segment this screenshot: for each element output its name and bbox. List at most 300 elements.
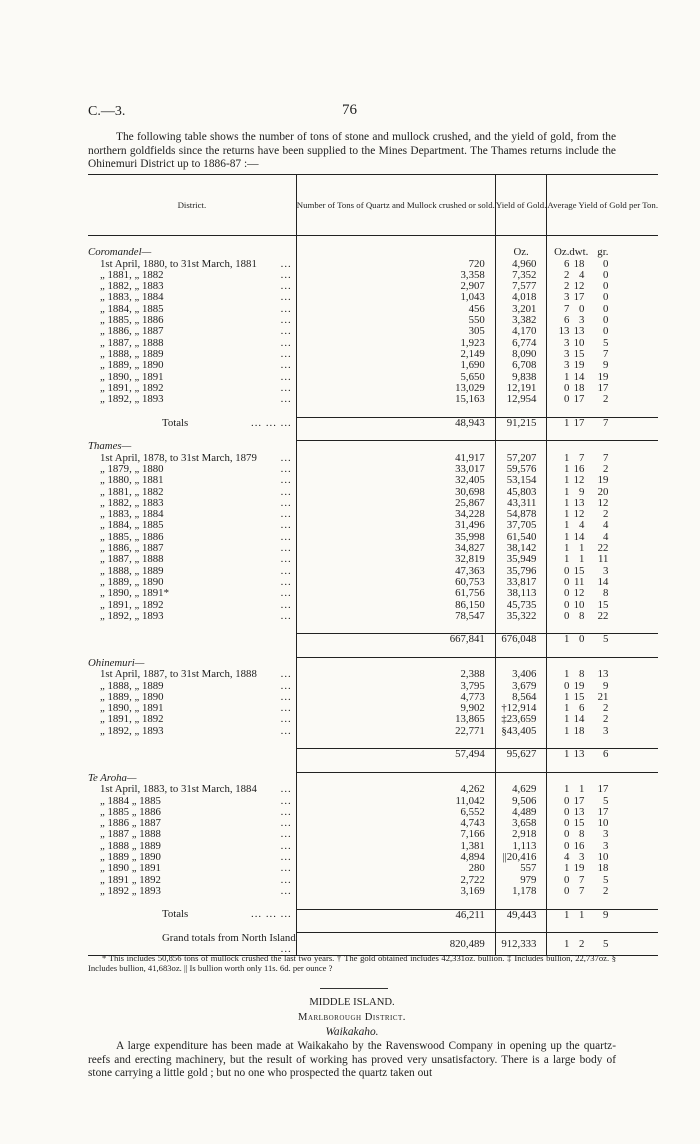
leader-dots: ... ... ... [251, 908, 292, 921]
spacer-cell [495, 622, 547, 634]
period-text: „ 1888 „ 1889 [100, 839, 161, 852]
tons-cell: 1,690 [296, 360, 495, 371]
table-row [88, 394, 658, 405]
yield-cell: 2,918 [495, 829, 547, 840]
leader-dots: ... ... ... [251, 416, 292, 429]
yield-cell: 1,178 [495, 886, 547, 897]
total-label-cell [88, 417, 296, 429]
avg-gr: 10 [597, 817, 609, 830]
page-code: C.—3. [88, 104, 126, 119]
leader-dots: ... [280, 553, 292, 566]
spacer-row [88, 761, 658, 773]
spacer-cell [88, 897, 296, 909]
avg-gr: 12 [597, 496, 609, 509]
avg-gr: 7 [603, 347, 609, 360]
avg-gr: 0 [603, 314, 609, 327]
avg-dwt: 12 [573, 474, 585, 487]
yield-cell: 59,576 [495, 464, 547, 475]
avg-gr: 14 [597, 575, 609, 588]
avg-dwt: 12 [573, 280, 585, 293]
avg-oz: 7 [564, 302, 570, 315]
leader-dots: ... [280, 485, 292, 498]
table-row [88, 600, 658, 611]
table-row [88, 554, 658, 565]
avg-gr: 7 [603, 451, 609, 464]
avg-dwt: 0 [579, 633, 585, 646]
spacer-cell [547, 405, 658, 417]
period-text: „ 1890, „ 1891 [100, 370, 164, 383]
period-text: 1st April, 1887, to 31st March, 1888 [100, 668, 257, 681]
spacer-row [88, 897, 658, 909]
leader-dots: ... [280, 280, 292, 293]
avg-dwt: 7 [579, 451, 585, 464]
period-text: „ 1882, „ 1883 [100, 496, 164, 509]
avg-gr: 21 [597, 690, 609, 703]
avg-gr: 0 [603, 280, 609, 293]
table-row [88, 875, 658, 886]
avg-dwt: 13 [573, 325, 585, 338]
tons-cell: 25,867 [296, 498, 495, 509]
avg-gr: 0 [603, 325, 609, 338]
table-row [88, 807, 658, 818]
gold-yield-table [88, 174, 658, 956]
period-text: „ 1884 „ 1885 [100, 794, 161, 807]
period-text: „ 1883, „ 1884 [100, 291, 164, 304]
period-text: „ 1891 „ 1892 [100, 873, 161, 886]
tons-cell: 9,902 [296, 703, 495, 714]
leader-dots: ... [280, 598, 292, 611]
yield-cell: 4,629 [495, 784, 547, 795]
tons-cell: 41,917 [296, 453, 495, 464]
leader-dots: ... [280, 381, 292, 394]
period-text: „ 1889 „ 1890 [100, 851, 161, 864]
period-text: „ 1888, „ 1889 [100, 564, 164, 577]
tons-cell: 550 [296, 315, 495, 326]
table-row [88, 338, 658, 349]
table-row [88, 292, 658, 303]
yield-cell: 8,564 [495, 692, 547, 703]
table-row [88, 372, 658, 383]
table-header-row [88, 175, 658, 236]
avg-oz: 1 [564, 451, 570, 464]
avg-gr: 8 [603, 587, 609, 600]
tons-cell: 2,907 [296, 281, 495, 292]
units-oz [495, 441, 547, 453]
avg-dwt: 8 [579, 609, 585, 622]
avg-gr: 17 [597, 783, 609, 796]
spacer-cell [88, 622, 296, 634]
avg-gr: 19 [597, 474, 609, 487]
spacer-row [88, 429, 658, 441]
tons-cell: 32,405 [296, 475, 495, 486]
total-label: Totals [162, 416, 189, 429]
avg-oz: 1 [564, 908, 570, 921]
yield-cell: 35,322 [495, 611, 547, 622]
period-text: „ 1885 „ 1886 [100, 805, 161, 818]
avg-dwt: 17 [573, 393, 585, 406]
avg-oz: 1 [564, 633, 570, 646]
table-row [88, 796, 658, 807]
leader-dots: ... [280, 873, 292, 886]
section-heading-row [88, 441, 658, 453]
period-text: „ 1892 „ 1893 [100, 884, 161, 897]
avg-oz: 0 [564, 817, 570, 830]
avg-gr: 6 [603, 748, 609, 761]
avg-oz: 0 [564, 381, 570, 394]
spacer-cell [495, 761, 547, 773]
avg-oz: 0 [564, 564, 570, 577]
yield-cell: 3,201 [495, 304, 547, 315]
table-row [88, 692, 658, 703]
tons-cell: 3,358 [296, 270, 495, 281]
average-cell [547, 669, 658, 680]
avg-dwt: 1 [579, 908, 585, 921]
avg-oz: 1 [564, 668, 570, 681]
table-row [88, 383, 658, 394]
section-name: Thames— [88, 440, 132, 453]
period-text: „ 1885, „ 1886 [100, 314, 164, 327]
yield-cell: 35,949 [495, 554, 547, 565]
period-text: „ 1883, „ 1884 [100, 508, 164, 521]
tons-cell: 13,865 [296, 714, 495, 725]
tons-cell: 32,819 [296, 554, 495, 565]
total-yield: 91,215 [495, 417, 547, 429]
avg-dwt: 18 [573, 381, 585, 394]
table-row [88, 681, 658, 692]
avg-dwt: 8 [579, 828, 585, 841]
avg-gr: 10 [597, 851, 609, 864]
leader-dots: ... [280, 370, 292, 383]
spacer-cell [495, 897, 547, 909]
period-text: „ 1888, „ 1889 [100, 347, 164, 360]
average-cell [547, 726, 658, 737]
avg-oz: 1 [564, 690, 570, 703]
leader-dots: ... [280, 462, 292, 475]
leader-dots: ... [280, 336, 292, 349]
avg-dwt: 16 [573, 839, 585, 852]
leader-dots: ... [280, 884, 292, 897]
spacer-row [88, 646, 658, 658]
units-oz: Oz. [495, 247, 547, 258]
units-cell [296, 441, 495, 453]
avg-gr: 17 [597, 805, 609, 818]
yield-cell: ‡23,659 [495, 714, 547, 725]
tons-cell: 78,547 [296, 611, 495, 622]
leader-dots: ... [280, 508, 292, 521]
period-cell [88, 784, 296, 795]
yield-cell: 3,406 [495, 669, 547, 680]
yield-cell: 45,735 [495, 600, 547, 611]
avg-gr: 15 [597, 598, 609, 611]
avg-oz: 1 [564, 937, 570, 950]
avg-dwt: 18 [573, 257, 585, 270]
period-text: „ 1888, „ 1889 [100, 679, 164, 692]
spacer-cell [88, 737, 296, 749]
avg-gr: 5 [603, 336, 609, 349]
yield-cell: 43,311 [495, 498, 547, 509]
period-text: „ 1884, „ 1885 [100, 302, 164, 315]
tons-cell: 3,169 [296, 886, 495, 897]
tons-cell: 61,756 [296, 588, 495, 599]
yield-cell: 9,838 [495, 372, 547, 383]
avg-oz: 1 [564, 474, 570, 487]
footnotes [88, 953, 616, 974]
spacer-cell [88, 405, 296, 417]
leader-dots: ... [280, 817, 292, 830]
total-label-cell [88, 749, 296, 761]
yield-cell: 53,154 [495, 475, 547, 486]
yield-cell: 54,878 [495, 509, 547, 520]
tons-cell: 4,262 [296, 784, 495, 795]
avg-dwt: 19 [573, 679, 585, 692]
avg-dwt: 2 [579, 937, 585, 950]
footnote-text: * This includes 50,856 tons of mullock crushed the last two years. † The gold obtained includes 42,331oz. bullion. ‡ Includes bullion, 22,737oz. § Includes bullion, 41,683oz. || Is bullion worth only 11s. 6d. per ounce ? [88, 953, 616, 974]
avg-oz: 1 [564, 748, 570, 761]
spacer-cell [495, 405, 547, 417]
intro-paragraph [88, 131, 616, 172]
avg-gr: 2 [603, 884, 609, 897]
period-text: „ 1886 „ 1887 [100, 817, 161, 830]
avg-gr: 0 [603, 268, 609, 281]
table-row [88, 566, 658, 577]
avg-gr: 0 [603, 302, 609, 315]
tons-cell: 2,388 [296, 669, 495, 680]
average-cell [547, 394, 658, 405]
period-cell [88, 726, 296, 737]
period-text: 1st April, 1880, to 31st March, 1881 [100, 257, 257, 270]
leader-dots: ... [280, 575, 292, 588]
avg-oz: 1 [564, 530, 570, 543]
spacer-cell [88, 429, 296, 441]
avg-dwt: 17 [573, 416, 585, 429]
avg-gr: 19 [597, 370, 609, 383]
unit-dwt: dwt. [569, 246, 589, 259]
yield-cell: 3,679 [495, 681, 547, 692]
avg-gr: 18 [597, 862, 609, 875]
total-tons: 48,943 [296, 417, 495, 429]
middle-island-heading: MIDDLE ISLAND. [309, 997, 395, 1008]
average-cell [547, 326, 658, 337]
yield-cell: 8,090 [495, 349, 547, 360]
avg-dwt: 4 [579, 519, 585, 532]
avg-dwt: 15 [573, 817, 585, 830]
avg-gr: 17 [597, 381, 609, 394]
avg-dwt: 0 [579, 302, 585, 315]
avg-oz: 1 [564, 519, 570, 532]
table-row [88, 315, 658, 326]
avg-oz: 1 [564, 496, 570, 509]
period-text: „ 1890 „ 1891 [100, 862, 161, 875]
leader-dots: ... [280, 713, 292, 726]
tons-cell: 280 [296, 863, 495, 874]
leader-dots: ... [280, 724, 292, 737]
spacer-cell [296, 236, 495, 248]
total-row [88, 749, 658, 761]
leader-dots: ... [280, 794, 292, 807]
units-avg [547, 441, 658, 453]
leader-dots: ... [280, 783, 292, 796]
period-text: „ 1884, „ 1885 [100, 519, 164, 532]
avg-dwt: 12 [573, 508, 585, 521]
avg-oz: 1 [564, 724, 570, 737]
tons-cell: 4,894 [296, 852, 495, 863]
table-row [88, 304, 658, 315]
unit-oz: Oz. [554, 246, 570, 259]
avg-gr: 20 [597, 485, 609, 498]
avg-dwt: 1 [579, 542, 585, 555]
avg-oz: 1 [564, 508, 570, 521]
avg-oz: 4 [564, 851, 570, 864]
total-yield: 95,627 [495, 749, 547, 761]
avg-gr: 5 [603, 633, 609, 646]
tons-cell: 47,363 [296, 566, 495, 577]
tons-cell: 60,753 [296, 577, 495, 588]
table-row [88, 726, 658, 737]
leader-dots: ... [280, 587, 292, 600]
grand-total-yield: 912,333 [495, 933, 547, 956]
tons-cell: 31,496 [296, 520, 495, 531]
spacer-cell [547, 897, 658, 909]
average-cell [547, 863, 658, 874]
average-cell [547, 475, 658, 486]
avg-oz: 2 [564, 280, 570, 293]
avg-dwt: 15 [573, 564, 585, 577]
yield-cell: 12,191 [495, 383, 547, 394]
body-text: A large expenditure has been made at Waikakaho by the Ravenswood Company in opening up the quartz-reefs and erecting machinery, but the result of working has proved very unsatisfactory. There is a large body of stone carrying a little gold ; but no one who prospected the quartz taken out [88, 1040, 616, 1080]
leader-dots: ... [280, 347, 292, 360]
tons-cell: 30,698 [296, 487, 495, 498]
avg-dwt: 8 [579, 668, 585, 681]
period-cell [88, 669, 296, 680]
average-cell [547, 634, 658, 646]
average-cell [547, 417, 658, 429]
period-cell [88, 326, 296, 337]
leader-dots: ... [280, 257, 292, 270]
spacer-cell [296, 761, 495, 773]
header-tons: Number of Tons of Quartz and Mullock crushed or sold. [296, 175, 495, 236]
avg-oz: 1 [564, 713, 570, 726]
avg-oz: 0 [564, 828, 570, 841]
period-text: „ 1889, „ 1890 [100, 575, 164, 588]
period-text: „ 1892, „ 1893 [100, 609, 164, 622]
average-cell [547, 554, 658, 565]
leader-dots: ... [280, 314, 292, 327]
avg-gr: 4 [603, 530, 609, 543]
avg-dwt: 9 [579, 485, 585, 498]
avg-dwt: 19 [573, 359, 585, 372]
table-row [88, 703, 658, 714]
spacer-cell [296, 897, 495, 909]
avg-dwt: 13 [573, 496, 585, 509]
yield-cell: 3,658 [495, 818, 547, 829]
average-cell [547, 886, 658, 897]
yield-cell: 38,113 [495, 588, 547, 599]
leader-dots: ... [280, 828, 292, 841]
table-row [88, 818, 658, 829]
total-tons: 57,494 [296, 749, 495, 761]
avg-oz: 1 [564, 370, 570, 383]
leader-dots: ... [280, 393, 292, 406]
section-name: Te Aroha— [88, 771, 137, 784]
table-row [88, 520, 658, 531]
period-text: „ 1887, „ 1888 [100, 553, 164, 566]
leader-dots: ... [280, 496, 292, 509]
spacer-cell [547, 737, 658, 749]
leader-dots: ... [280, 851, 292, 864]
avg-oz: 6 [564, 314, 570, 327]
body-paragraph [88, 1040, 616, 1081]
avg-oz: 3 [564, 347, 570, 360]
yield-cell: 33,817 [495, 577, 547, 588]
spacer-cell [495, 921, 547, 933]
spacer-cell [296, 737, 495, 749]
avg-oz: 1 [564, 462, 570, 475]
unit-gr: gr. [597, 246, 609, 259]
avg-gr: 5 [603, 937, 609, 950]
total-tons: 667,841 [296, 634, 495, 646]
avg-dwt: 6 [579, 702, 585, 715]
avg-dwt: 4 [579, 268, 585, 281]
total-tons: 46,211 [296, 909, 495, 921]
spacer-cell [495, 429, 547, 441]
avg-dwt: 15 [573, 690, 585, 703]
spacer-cell [495, 737, 547, 749]
avg-oz: 0 [564, 873, 570, 886]
yield-cell: 979 [495, 875, 547, 886]
table-row [88, 669, 658, 680]
leader-dots: ... [280, 564, 292, 577]
yield-cell: 3,382 [495, 315, 547, 326]
intro-text: The following table shows the number of tons of stone and mullock crushed, and the yield of gold, from the northern goldfields since the returns have been supplied to the Mines Department. The Thames returns include the Ohinemuri District up to 1886-87 :— [88, 131, 616, 171]
tons-cell: 34,827 [296, 543, 495, 554]
table-row [88, 714, 658, 725]
leader-dots: ... [280, 519, 292, 532]
tons-cell: 1,381 [296, 841, 495, 852]
tons-cell: 5,650 [296, 372, 495, 383]
table-row [88, 464, 658, 475]
leader-dots: ... [280, 702, 292, 715]
avg-gr: 3 [603, 839, 609, 852]
tons-cell: 2,149 [296, 349, 495, 360]
avg-oz: 2 [564, 268, 570, 281]
leader-dots: ... [280, 609, 292, 622]
table-row [88, 509, 658, 520]
avg-gr: 22 [597, 609, 609, 622]
leader-dots: ... [280, 325, 292, 338]
period-text: „ 1881, „ 1882 [100, 485, 164, 498]
table-row [88, 360, 658, 371]
yield-cell: 557 [495, 863, 547, 874]
table-row [88, 349, 658, 360]
yield-cell: 45,803 [495, 487, 547, 498]
avg-oz: 0 [564, 587, 570, 600]
period-cell [88, 611, 296, 622]
period-text: „ 1891, „ 1892 [100, 713, 164, 726]
leader-dots: ... [280, 942, 292, 955]
period-text: „ 1885, „ 1886 [100, 530, 164, 543]
avg-oz: 0 [564, 805, 570, 818]
tons-cell: 13,029 [296, 383, 495, 394]
table-row [88, 326, 658, 337]
avg-gr: 5 [603, 794, 609, 807]
table-row [88, 784, 658, 795]
avg-oz: 3 [564, 359, 570, 372]
spacer-cell [547, 921, 658, 933]
avg-dwt: 7 [579, 884, 585, 897]
leader-dots: ... [280, 862, 292, 875]
yield-cell: 6,774 [495, 338, 547, 349]
yield-cell: 1,113 [495, 841, 547, 852]
